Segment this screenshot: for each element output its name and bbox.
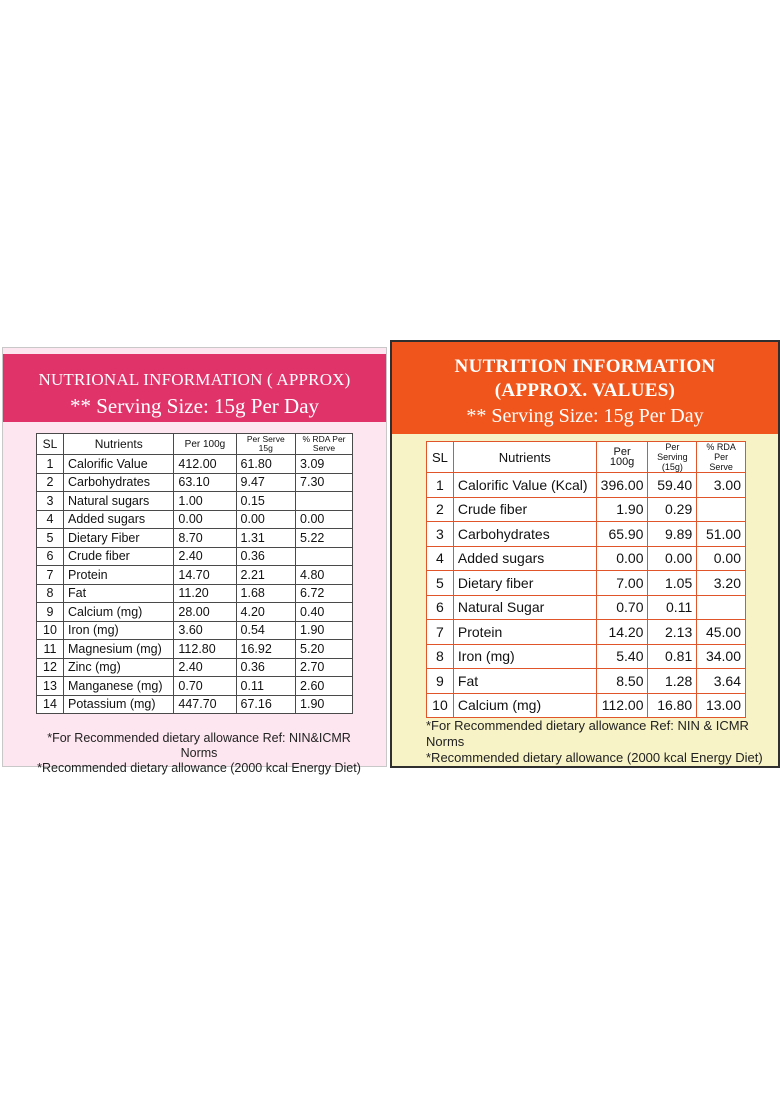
row-nutrient: Zinc (mg) bbox=[64, 658, 174, 677]
row-rda bbox=[296, 547, 353, 566]
row-per-100g: 11.20 bbox=[174, 584, 236, 603]
row-nutrient: Natural sugars bbox=[64, 492, 174, 511]
table-row bbox=[37, 621, 353, 640]
row-per-100g: 2.40 bbox=[174, 547, 236, 566]
row-per-100g: 3.60 bbox=[174, 621, 236, 640]
row-per-100g: 0.70 bbox=[596, 595, 648, 620]
row-rda: 3.00 bbox=[697, 473, 746, 498]
row-nutrient: Dietary Fiber bbox=[64, 529, 174, 548]
row-nutrient: Iron (mg) bbox=[453, 644, 596, 669]
right-serving-size: ** Serving Size: 15g Per Day bbox=[466, 405, 704, 427]
table-row bbox=[427, 693, 746, 718]
row-rda bbox=[697, 595, 746, 620]
row-rda: 7.30 bbox=[296, 473, 353, 492]
right-nutrition-table bbox=[426, 441, 746, 718]
row-per-100g: 2.40 bbox=[174, 658, 236, 677]
right-header-banner bbox=[392, 342, 778, 434]
table-row bbox=[427, 595, 746, 620]
header-per-100g: Per 100g bbox=[596, 442, 648, 473]
row-per-serve: 0.11 bbox=[236, 677, 296, 696]
row-per-serve: 61.80 bbox=[236, 455, 296, 474]
row-per-serve: 9.47 bbox=[236, 473, 296, 492]
table-row bbox=[427, 546, 746, 571]
right-nutrition-panel bbox=[390, 340, 780, 768]
right-footnotes bbox=[426, 718, 766, 766]
row-nutrient: Magnesium (mg) bbox=[64, 640, 174, 659]
table-row bbox=[37, 473, 353, 492]
header-per-serve: Per Serve 15g bbox=[236, 434, 296, 455]
row-per-100g: 1.90 bbox=[596, 497, 648, 522]
left-footnotes bbox=[34, 731, 364, 776]
right-panel-subtitle: (APPROX. VALUES) bbox=[494, 380, 676, 401]
table-row bbox=[37, 658, 353, 677]
row-per-100g: 112.80 bbox=[174, 640, 236, 659]
row-per-100g: 447.70 bbox=[174, 695, 236, 714]
row-rda bbox=[697, 497, 746, 522]
row-sl: 6 bbox=[37, 547, 64, 566]
row-nutrient: Crude fiber bbox=[64, 547, 174, 566]
row-nutrient: Dietary fiber bbox=[453, 571, 596, 596]
row-per-serve: 1.28 bbox=[648, 669, 697, 694]
left-panel-title: NUTRIONAL INFORMATION ( APPROX) bbox=[38, 370, 351, 389]
table-row bbox=[427, 473, 746, 498]
row-sl: 4 bbox=[427, 546, 454, 571]
row-per-serve: 4.20 bbox=[236, 603, 296, 622]
row-per-100g: 412.00 bbox=[174, 455, 236, 474]
row-nutrient: Natural Sugar bbox=[453, 595, 596, 620]
table-row bbox=[37, 677, 353, 696]
row-rda: 4.80 bbox=[296, 566, 353, 585]
row-sl: 5 bbox=[427, 571, 454, 596]
left-header-banner bbox=[3, 354, 386, 422]
header-sl: SL bbox=[37, 434, 64, 455]
row-per-serve: 0.15 bbox=[236, 492, 296, 511]
row-per-serve: 2.13 bbox=[648, 620, 697, 645]
row-per-100g: 14.70 bbox=[174, 566, 236, 585]
row-per-serve: 1.68 bbox=[236, 584, 296, 603]
row-rda: 5.22 bbox=[296, 529, 353, 548]
row-nutrient: Added sugars bbox=[64, 510, 174, 529]
left-serving-size: ** Serving Size: 15g Per Day bbox=[69, 394, 320, 418]
row-nutrient: Potassium (mg) bbox=[64, 695, 174, 714]
row-per-serve: 0.36 bbox=[236, 658, 296, 677]
row-per-100g: 28.00 bbox=[174, 603, 236, 622]
table-row bbox=[37, 566, 353, 585]
row-sl: 4 bbox=[37, 510, 64, 529]
row-rda: 34.00 bbox=[697, 644, 746, 669]
table-row bbox=[37, 492, 353, 511]
row-sl: 14 bbox=[37, 695, 64, 714]
row-per-100g: 7.00 bbox=[596, 571, 648, 596]
row-rda: 6.72 bbox=[296, 584, 353, 603]
table-row bbox=[427, 669, 746, 694]
row-sl: 9 bbox=[427, 669, 454, 694]
row-sl: 8 bbox=[37, 584, 64, 603]
row-rda: 3.20 bbox=[697, 571, 746, 596]
row-per-serve: 0.54 bbox=[236, 621, 296, 640]
table-row bbox=[427, 571, 746, 596]
row-per-serve: 1.05 bbox=[648, 571, 697, 596]
row-per-serve: 16.80 bbox=[648, 693, 697, 718]
row-sl: 1 bbox=[427, 473, 454, 498]
row-per-100g: 63.10 bbox=[174, 473, 236, 492]
row-sl: 5 bbox=[37, 529, 64, 548]
row-rda: 2.70 bbox=[296, 658, 353, 677]
row-per-100g: 0.00 bbox=[174, 510, 236, 529]
row-per-100g: 14.20 bbox=[596, 620, 648, 645]
row-per-serve: 0.29 bbox=[648, 497, 697, 522]
row-per-serve: 16.92 bbox=[236, 640, 296, 659]
row-nutrient: Calcium (mg) bbox=[64, 603, 174, 622]
row-rda: 13.00 bbox=[697, 693, 746, 718]
row-rda: 1.90 bbox=[296, 695, 353, 714]
row-per-serve: 0.81 bbox=[648, 644, 697, 669]
row-per-serve: 1.31 bbox=[236, 529, 296, 548]
table-row bbox=[37, 529, 353, 548]
row-sl: 7 bbox=[37, 566, 64, 585]
row-per-serve: 0.00 bbox=[236, 510, 296, 529]
row-per-100g: 1.00 bbox=[174, 492, 236, 511]
row-nutrient: Calorific Value (Kcal) bbox=[453, 473, 596, 498]
row-rda: 3.64 bbox=[697, 669, 746, 694]
table-row bbox=[427, 497, 746, 522]
table-row bbox=[37, 547, 353, 566]
row-nutrient: Carbohydrates bbox=[64, 473, 174, 492]
row-rda bbox=[296, 492, 353, 511]
table-header-row bbox=[37, 434, 353, 455]
row-sl: 11 bbox=[37, 640, 64, 659]
header-per-serving: Per Serving (15g) bbox=[648, 442, 697, 473]
left-nutrition-table bbox=[36, 433, 353, 714]
row-sl: 3 bbox=[37, 492, 64, 511]
row-nutrient: Protein bbox=[64, 566, 174, 585]
row-per-100g: 65.90 bbox=[596, 522, 648, 547]
table-row bbox=[427, 522, 746, 547]
table-row bbox=[427, 620, 746, 645]
row-rda: 2.60 bbox=[296, 677, 353, 696]
row-per-100g: 112.00 bbox=[596, 693, 648, 718]
row-sl: 2 bbox=[427, 497, 454, 522]
row-rda: 1.90 bbox=[296, 621, 353, 640]
header-rda: % RDA Per Serve bbox=[296, 434, 353, 455]
right-footnote-2: *Recommended dietary allowance (2000 kcal Energy Diet) bbox=[426, 750, 763, 765]
row-per-serve: 67.16 bbox=[236, 695, 296, 714]
row-sl: 10 bbox=[37, 621, 64, 640]
table-row bbox=[427, 644, 746, 669]
row-sl: 10 bbox=[427, 693, 454, 718]
row-per-100g: 396.00 bbox=[596, 473, 648, 498]
row-sl: 3 bbox=[427, 522, 454, 547]
row-nutrient: Fat bbox=[453, 669, 596, 694]
header-per-100g: Per 100g bbox=[174, 434, 236, 455]
row-nutrient: Manganese (mg) bbox=[64, 677, 174, 696]
row-sl: 7 bbox=[427, 620, 454, 645]
row-sl: 12 bbox=[37, 658, 64, 677]
table-row bbox=[37, 640, 353, 659]
row-per-serve: 59.40 bbox=[648, 473, 697, 498]
row-per-serve: 9.89 bbox=[648, 522, 697, 547]
row-sl: 2 bbox=[37, 473, 64, 492]
row-rda: 0.00 bbox=[697, 546, 746, 571]
left-footnote-1: *For Recommended dietary allowance Ref: NIN&ICMR Norms bbox=[47, 731, 351, 760]
row-rda: 51.00 bbox=[697, 522, 746, 547]
table-header-row bbox=[427, 442, 746, 473]
table-row bbox=[37, 603, 353, 622]
header-rda: % RDA Per Serve bbox=[697, 442, 746, 473]
row-sl: 8 bbox=[427, 644, 454, 669]
row-nutrient: Calorific Value bbox=[64, 455, 174, 474]
table-row bbox=[37, 510, 353, 529]
header-nutrients: Nutrients bbox=[64, 434, 174, 455]
row-per-100g: 5.40 bbox=[596, 644, 648, 669]
row-per-100g: 8.70 bbox=[174, 529, 236, 548]
row-rda: 0.00 bbox=[296, 510, 353, 529]
row-nutrient: Crude fiber bbox=[453, 497, 596, 522]
row-rda: 0.40 bbox=[296, 603, 353, 622]
row-nutrient: Added sugars bbox=[453, 546, 596, 571]
row-sl: 9 bbox=[37, 603, 64, 622]
table-row bbox=[37, 584, 353, 603]
row-nutrient: Carbohydrates bbox=[453, 522, 596, 547]
row-nutrient: Iron (mg) bbox=[64, 621, 174, 640]
row-rda: 3.09 bbox=[296, 455, 353, 474]
row-nutrient: Protein bbox=[453, 620, 596, 645]
row-rda: 45.00 bbox=[697, 620, 746, 645]
row-per-100g: 0.00 bbox=[596, 546, 648, 571]
table-row bbox=[37, 455, 353, 474]
row-per-100g: 8.50 bbox=[596, 669, 648, 694]
row-per-serve: 0.00 bbox=[648, 546, 697, 571]
header-nutrients: Nutrients bbox=[453, 442, 596, 473]
right-footnote-1: *For Recommended dietary allowance Ref: NIN & ICMR Norms bbox=[426, 718, 749, 749]
right-panel-title: NUTRITION INFORMATION bbox=[454, 356, 716, 377]
left-nutrition-panel bbox=[2, 347, 387, 775]
row-nutrient: Calcium (mg) bbox=[453, 693, 596, 718]
header-sl: SL bbox=[427, 442, 454, 473]
row-per-serve: 0.11 bbox=[648, 595, 697, 620]
row-sl: 1 bbox=[37, 455, 64, 474]
table-row bbox=[37, 695, 353, 714]
row-per-serve: 2.21 bbox=[236, 566, 296, 585]
row-sl: 13 bbox=[37, 677, 64, 696]
left-footnote-2: *Recommended dietary allowance (2000 kcal Energy Diet) bbox=[37, 761, 361, 775]
row-sl: 6 bbox=[427, 595, 454, 620]
row-per-serve: 0.36 bbox=[236, 547, 296, 566]
row-rda: 5.20 bbox=[296, 640, 353, 659]
row-per-100g: 0.70 bbox=[174, 677, 236, 696]
row-nutrient: Fat bbox=[64, 584, 174, 603]
